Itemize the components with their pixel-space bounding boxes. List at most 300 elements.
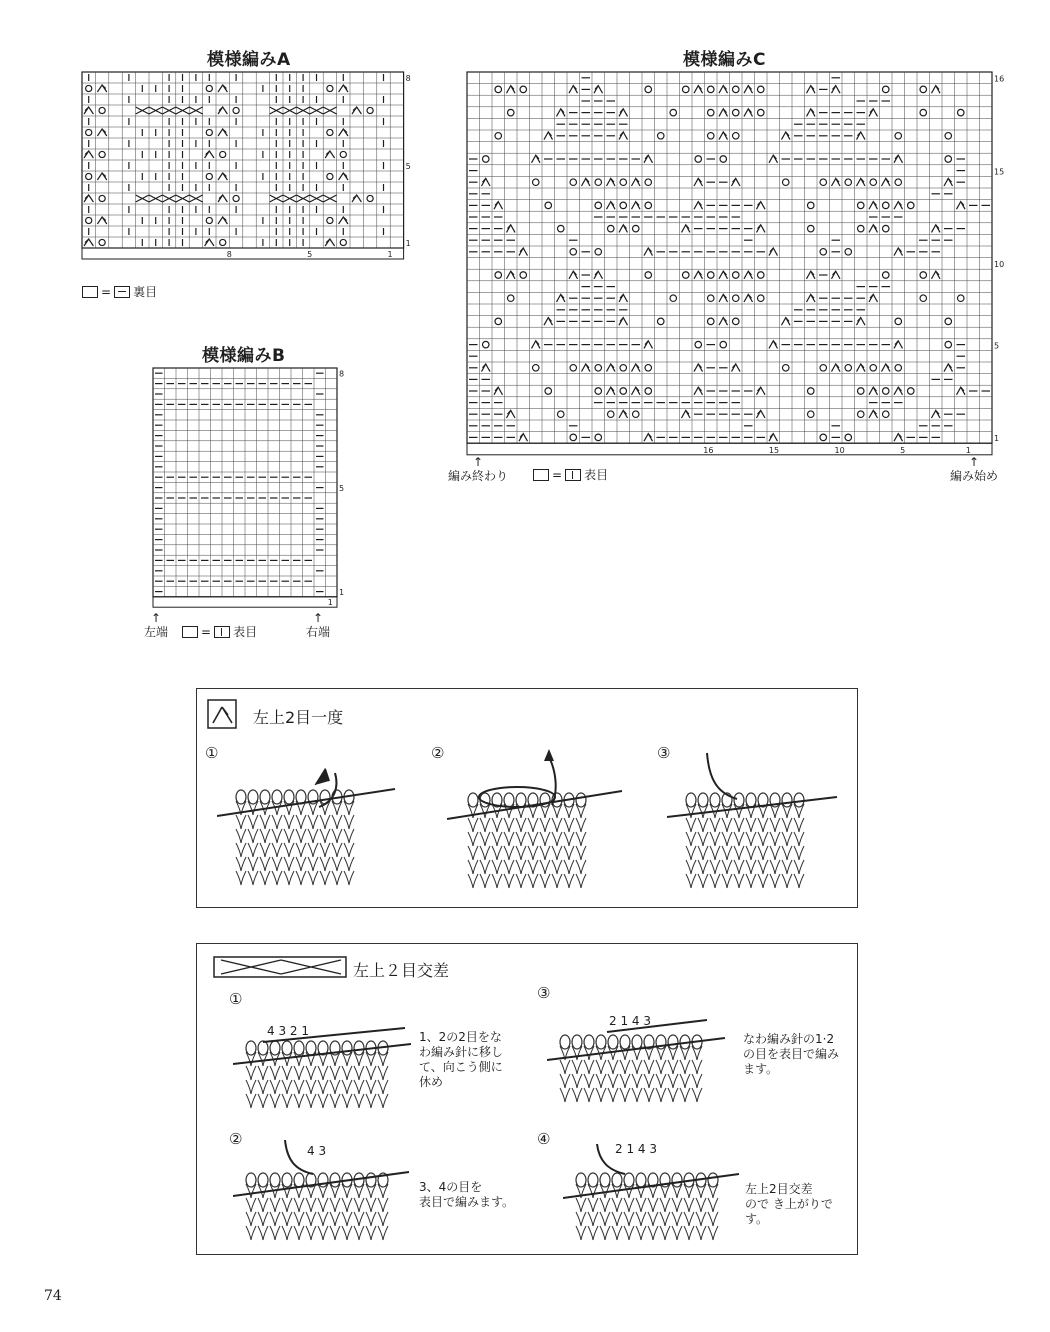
loop bbox=[270, 1173, 280, 1187]
k2tog-symbol bbox=[632, 364, 641, 372]
k2tog-symbol bbox=[682, 410, 691, 418]
ssk-symbol bbox=[894, 341, 903, 349]
cross-title: 左上２目交差 bbox=[353, 961, 450, 980]
yarn-over-symbol bbox=[820, 249, 826, 255]
yarn-over-symbol bbox=[858, 411, 864, 417]
yarn-over-symbol bbox=[733, 318, 739, 324]
knit-symbol-icon bbox=[565, 469, 581, 481]
yarn-over-symbol bbox=[595, 434, 601, 440]
ssk-symbol bbox=[732, 178, 741, 186]
yarn-over-symbol bbox=[733, 109, 739, 115]
yarn-over-symbol bbox=[545, 202, 551, 208]
loop bbox=[672, 1173, 682, 1187]
ssk-symbol bbox=[594, 271, 603, 279]
yarn-over-symbol bbox=[595, 202, 601, 208]
k2tog-panel bbox=[196, 688, 858, 908]
yarn-over-symbol bbox=[783, 179, 789, 185]
col-number: 1 bbox=[327, 598, 333, 608]
loop bbox=[584, 1035, 594, 1049]
k2tog-symbol bbox=[719, 109, 728, 117]
loop bbox=[366, 1173, 376, 1187]
k2tog-symbol bbox=[569, 86, 578, 94]
pattern-c-legend bbox=[533, 466, 608, 483]
k2tog-symbol bbox=[339, 129, 348, 136]
k2tog-symbol bbox=[957, 202, 966, 210]
yarn-over-symbol bbox=[708, 109, 714, 115]
yarn-over-symbol bbox=[858, 202, 864, 208]
chart-grid bbox=[153, 368, 337, 597]
k2tog-symbol bbox=[832, 364, 841, 372]
blank-cell-symbol bbox=[82, 286, 98, 298]
loop bbox=[354, 1041, 364, 1055]
yarn-over-symbol bbox=[645, 365, 651, 371]
k2tog-symbol bbox=[544, 318, 553, 326]
yarn-over-symbol bbox=[845, 365, 851, 371]
ssk-symbol bbox=[757, 202, 766, 210]
yarn-over-symbol bbox=[483, 156, 489, 162]
cross-symbol-icon bbox=[213, 956, 347, 978]
ssk-symbol bbox=[507, 410, 516, 418]
yarn-over-symbol bbox=[520, 272, 526, 278]
yarn-over-symbol bbox=[495, 133, 501, 139]
yarn-over-symbol bbox=[883, 272, 889, 278]
yarn-over-symbol bbox=[845, 249, 851, 255]
loop bbox=[306, 1041, 316, 1055]
yarn-over-symbol bbox=[206, 129, 212, 135]
yarn-over-symbol bbox=[670, 295, 676, 301]
ssk-symbol bbox=[84, 151, 93, 158]
loop bbox=[260, 790, 270, 804]
k2tog-symbol bbox=[532, 155, 541, 163]
loop bbox=[632, 1035, 642, 1049]
k2tog-symbol bbox=[607, 387, 616, 395]
k2tog-symbol bbox=[97, 173, 106, 180]
k2tog-symbol bbox=[744, 271, 753, 279]
k2tog-title: 左上2目一度 bbox=[253, 708, 344, 727]
k2tog-symbol bbox=[339, 217, 348, 224]
row-number: 16 bbox=[994, 74, 1005, 84]
k2tog-symbol bbox=[932, 410, 941, 418]
loop bbox=[294, 1041, 304, 1055]
loop bbox=[710, 793, 720, 807]
yarn-over-symbol bbox=[733, 295, 739, 301]
ssk-symbol bbox=[494, 202, 503, 210]
yarn-over-symbol bbox=[820, 179, 826, 185]
yarn-over-symbol bbox=[645, 272, 651, 278]
yarn-over-symbol bbox=[670, 109, 676, 115]
k2tog-step-1-number: ① bbox=[205, 744, 219, 762]
yarn-over-symbol bbox=[920, 86, 926, 92]
k2tog-symbol bbox=[807, 86, 816, 94]
k2tog-symbol bbox=[582, 364, 591, 372]
k2tog-symbol bbox=[619, 410, 628, 418]
yarn-over-symbol bbox=[845, 434, 851, 440]
cross-step-4-caption: 左上2目交差 ので き上がりで す。 bbox=[745, 1182, 833, 1226]
loop bbox=[516, 793, 526, 807]
k2tog-symbol bbox=[719, 86, 728, 94]
loop bbox=[746, 793, 756, 807]
k2tog-symbol bbox=[694, 178, 703, 186]
yarn-over-symbol bbox=[895, 318, 901, 324]
yarn-over-symbol bbox=[327, 217, 333, 223]
yarn-over-symbol bbox=[920, 272, 926, 278]
yarn-over-symbol bbox=[895, 179, 901, 185]
k2tog-symbol bbox=[557, 294, 566, 302]
yarn-over-symbol bbox=[633, 411, 639, 417]
loop bbox=[620, 1035, 630, 1049]
yarn-over-symbol bbox=[340, 151, 346, 157]
k2tog-symbol bbox=[507, 271, 516, 279]
yarn-over-symbol bbox=[367, 107, 373, 113]
k2tog-symbol bbox=[882, 178, 891, 186]
loop bbox=[596, 1035, 606, 1049]
k2tog-symbol bbox=[607, 178, 616, 186]
k2tog-symbol bbox=[97, 129, 106, 136]
col-number: 16 bbox=[703, 445, 714, 455]
pattern-b-title: 模様編みB bbox=[202, 346, 286, 366]
yarn-over-symbol bbox=[570, 434, 576, 440]
ssk-symbol bbox=[732, 364, 741, 372]
yarn-over-symbol bbox=[86, 173, 92, 179]
yarn-over-symbol bbox=[895, 365, 901, 371]
yarn-over-symbol bbox=[645, 202, 651, 208]
k2tog-symbol bbox=[869, 225, 878, 233]
k2tog-symbol bbox=[582, 178, 591, 186]
loop bbox=[576, 1173, 586, 1187]
purl-symbol-icon bbox=[114, 286, 130, 298]
yarn-over-symbol bbox=[570, 179, 576, 185]
row-number: 1 bbox=[339, 587, 345, 597]
loop bbox=[282, 1173, 292, 1187]
yarn-over-symbol bbox=[645, 388, 651, 394]
cross-symbol bbox=[310, 107, 323, 114]
page-number: 74 bbox=[44, 1288, 62, 1304]
col-number: 8 bbox=[226, 250, 232, 259]
k2tog-symbol bbox=[957, 387, 966, 395]
loop bbox=[698, 793, 708, 807]
loop bbox=[270, 1041, 280, 1055]
ssk-symbol bbox=[832, 271, 841, 279]
cross-symbol bbox=[270, 107, 283, 114]
yarn-over-symbol bbox=[495, 272, 501, 278]
yarn-over-symbol bbox=[908, 202, 914, 208]
loop bbox=[272, 790, 282, 804]
k2tog-symbol bbox=[869, 387, 878, 395]
yarn-over-symbol bbox=[945, 133, 951, 139]
yarn-over-symbol bbox=[808, 225, 814, 231]
loop bbox=[624, 1173, 634, 1187]
yarn-over-symbol bbox=[945, 341, 951, 347]
pattern-c-title: 模様編みC bbox=[683, 50, 766, 70]
number-row bbox=[467, 443, 992, 455]
loop bbox=[294, 1173, 304, 1187]
knit-swatch bbox=[246, 1041, 388, 1108]
row-number: 15 bbox=[994, 167, 1005, 177]
yarn-over-symbol bbox=[608, 411, 614, 417]
yarn-over-symbol bbox=[945, 156, 951, 162]
k2tog-symbol bbox=[932, 86, 941, 94]
yarn-over-symbol bbox=[570, 365, 576, 371]
cross-panel bbox=[196, 943, 858, 1255]
k2tog-symbol bbox=[557, 109, 566, 117]
loop bbox=[708, 1173, 718, 1187]
k2tog-symbol bbox=[869, 202, 878, 210]
row-number: 1 bbox=[405, 239, 411, 248]
yarn-over-symbol bbox=[695, 341, 701, 347]
k2tog-symbol bbox=[339, 173, 348, 180]
loop bbox=[468, 793, 478, 807]
yarn-over-symbol bbox=[620, 365, 626, 371]
yarn-over-symbol bbox=[908, 388, 914, 394]
yarn-over-symbol bbox=[558, 411, 564, 417]
ssk-symbol bbox=[769, 434, 778, 442]
yarn-over-symbol bbox=[86, 217, 92, 223]
loop bbox=[734, 793, 744, 807]
k2tog-symbol bbox=[782, 318, 791, 326]
yarn-over-symbol bbox=[233, 107, 239, 113]
yarn-over-symbol bbox=[545, 388, 551, 394]
k2tog-symbol bbox=[744, 294, 753, 302]
k2tog-symbol bbox=[857, 364, 866, 372]
col-number: 10 bbox=[834, 445, 845, 455]
yarn-over-symbol bbox=[86, 85, 92, 91]
k2tog-step-2-number: ② bbox=[431, 744, 445, 762]
yarn-over-symbol bbox=[595, 388, 601, 394]
start-label: ↑ 編み始め bbox=[950, 455, 999, 483]
k2tog-symbol bbox=[218, 173, 227, 180]
ssk-symbol bbox=[619, 109, 628, 117]
col-number: 5 bbox=[307, 250, 313, 259]
yarn-over-symbol bbox=[808, 388, 814, 394]
knit-swatch bbox=[576, 1173, 718, 1240]
cross-step-2-labels: 4 3 bbox=[307, 1144, 327, 1158]
loop bbox=[504, 793, 514, 807]
pattern-a-title: 模様編みA bbox=[207, 50, 291, 70]
cross-symbol bbox=[149, 107, 162, 114]
cross-symbol bbox=[149, 195, 162, 202]
loop bbox=[636, 1173, 646, 1187]
yarn-over-symbol bbox=[945, 318, 951, 324]
cross-symbol bbox=[176, 195, 189, 202]
yarn-over-symbol bbox=[708, 86, 714, 92]
yarn-over-symbol bbox=[645, 86, 651, 92]
cross-symbol bbox=[310, 195, 323, 202]
k2tog-symbol bbox=[607, 364, 616, 372]
ssk-symbol bbox=[757, 387, 766, 395]
yarn-over-symbol bbox=[820, 434, 826, 440]
yarn-over-symbol bbox=[858, 225, 864, 231]
k2tog-symbol-icon bbox=[207, 699, 237, 729]
row-number: 5 bbox=[405, 162, 411, 171]
yarn-over-symbol bbox=[808, 202, 814, 208]
k2tog-symbol bbox=[218, 129, 227, 136]
blank-cell-symbol bbox=[182, 626, 198, 638]
legend-label: 裏目 bbox=[133, 285, 158, 299]
cross-step-3-caption: なわ編み針の1·2 の目を表目で編み ます。 bbox=[743, 1032, 840, 1076]
cross-step-4-labels: 2 1 4 3 bbox=[615, 1142, 657, 1156]
k2tog-symbol bbox=[719, 132, 728, 140]
cross-symbol bbox=[136, 195, 149, 202]
yarn-over-symbol bbox=[483, 341, 489, 347]
k2tog-symbol bbox=[218, 217, 227, 224]
ssk-symbol bbox=[519, 248, 528, 256]
cross-step-1-labels: 4 3 2 1 bbox=[267, 1024, 309, 1038]
loop bbox=[612, 1173, 622, 1187]
cross-symbol bbox=[323, 107, 336, 114]
yarn-over-symbol bbox=[758, 109, 764, 115]
loop bbox=[282, 1041, 292, 1055]
ssk-symbol bbox=[619, 294, 628, 302]
ssk-symbol bbox=[482, 178, 491, 186]
k2tog-symbol bbox=[944, 178, 953, 186]
yarn-over-symbol bbox=[845, 179, 851, 185]
yarn-over-symbol bbox=[758, 86, 764, 92]
left-end-label: ↑ 左端 bbox=[144, 611, 169, 639]
k2tog-symbol bbox=[682, 225, 691, 233]
k2tog-symbol bbox=[694, 86, 703, 94]
loop bbox=[284, 790, 294, 804]
k2tog-symbol bbox=[894, 434, 903, 442]
yarn-over-symbol bbox=[595, 365, 601, 371]
loop bbox=[342, 1041, 352, 1055]
ssk-symbol bbox=[619, 132, 628, 140]
loop bbox=[572, 1035, 582, 1049]
cross-step-3-labels: 2 1 4 3 bbox=[609, 1014, 651, 1028]
cross-step-4-number: ④ bbox=[537, 1130, 551, 1148]
yarn-over-symbol bbox=[206, 173, 212, 179]
ssk-symbol bbox=[757, 225, 766, 233]
ssk-symbol bbox=[769, 248, 778, 256]
yarn-over-symbol bbox=[99, 195, 105, 201]
k2tog-symbol bbox=[644, 248, 653, 256]
yarn-over-symbol bbox=[495, 86, 501, 92]
loop bbox=[246, 1173, 256, 1187]
loop bbox=[600, 1173, 610, 1187]
k2tog-step-3-illustration bbox=[667, 749, 847, 899]
yarn-over-symbol bbox=[206, 85, 212, 91]
pattern-c-chart bbox=[467, 72, 1005, 462]
loop bbox=[258, 1173, 268, 1187]
ssk-symbol bbox=[325, 239, 334, 246]
col-number: 1 bbox=[387, 250, 393, 259]
yarn-over-symbol bbox=[858, 388, 864, 394]
cross-symbol bbox=[296, 107, 309, 114]
yarn-over-symbol bbox=[720, 156, 726, 162]
right-end-label: ↑ 右端 bbox=[306, 611, 331, 639]
yarn-over-symbol bbox=[495, 318, 501, 324]
ssk-symbol bbox=[619, 318, 628, 326]
col-number: 15 bbox=[768, 445, 780, 455]
ssk-symbol bbox=[594, 86, 603, 94]
yarn-over-symbol bbox=[658, 133, 664, 139]
yarn-over-symbol bbox=[870, 179, 876, 185]
loop bbox=[608, 1035, 618, 1049]
k2tog-symbol bbox=[544, 132, 553, 140]
yarn-over-symbol bbox=[508, 295, 514, 301]
yarn-over-symbol bbox=[708, 133, 714, 139]
yarn-over-symbol bbox=[220, 151, 226, 157]
ssk-symbol bbox=[644, 155, 653, 163]
number-row bbox=[153, 597, 337, 607]
ssk-symbol bbox=[84, 195, 93, 202]
yarn-over-symbol bbox=[620, 179, 626, 185]
yarn-over-symbol bbox=[533, 365, 539, 371]
k2tog-symbol bbox=[769, 155, 778, 163]
yarn-over-symbol bbox=[808, 411, 814, 417]
yarn-over-symbol bbox=[783, 365, 789, 371]
yarn-over-symbol bbox=[758, 295, 764, 301]
ssk-symbol bbox=[325, 151, 334, 158]
k2tog-symbol bbox=[632, 202, 641, 210]
legend-eq: = bbox=[101, 284, 112, 299]
k2tog-symbol bbox=[894, 248, 903, 256]
col-number: 1 bbox=[965, 445, 971, 455]
loop bbox=[246, 1041, 256, 1055]
ssk-symbol bbox=[869, 294, 878, 302]
yarn-over-symbol bbox=[327, 85, 333, 91]
yarn-over-symbol bbox=[620, 202, 626, 208]
ssk-symbol bbox=[205, 151, 214, 158]
cross-step-3-number: ③ bbox=[537, 984, 551, 1002]
k2tog-symbol bbox=[932, 271, 941, 279]
ssk-symbol bbox=[757, 410, 766, 418]
ssk-symbol bbox=[482, 364, 491, 372]
k2tog-symbol bbox=[932, 225, 941, 233]
yarn-over-symbol bbox=[206, 217, 212, 223]
ssk-symbol bbox=[352, 107, 361, 114]
yarn-over-symbol bbox=[595, 179, 601, 185]
knit-swatch bbox=[560, 1035, 702, 1102]
ssk-symbol bbox=[869, 109, 878, 117]
cross-symbol bbox=[189, 107, 202, 114]
legend-label: 表目 bbox=[584, 468, 609, 482]
k2tog-symbol bbox=[694, 387, 703, 395]
cross-symbol bbox=[136, 107, 149, 114]
loop bbox=[782, 793, 792, 807]
cross-step-4-illustration bbox=[563, 1140, 743, 1250]
row-number: 8 bbox=[405, 74, 411, 83]
legend-eq: = bbox=[552, 467, 563, 482]
k2tog-symbol bbox=[694, 202, 703, 210]
yarn-over-symbol bbox=[570, 249, 576, 255]
row-number: 5 bbox=[994, 341, 1000, 351]
k2tog-symbol bbox=[694, 271, 703, 279]
cross-symbol bbox=[162, 107, 175, 114]
loop bbox=[686, 793, 696, 807]
knit-swatch bbox=[246, 1173, 388, 1240]
yarn-over-symbol bbox=[327, 129, 333, 135]
yarn-over-symbol bbox=[508, 109, 514, 115]
k2tog-symbol bbox=[894, 387, 903, 395]
k2tog-symbol bbox=[97, 217, 106, 224]
k2tog-symbol bbox=[569, 271, 578, 279]
yarn-over-symbol bbox=[367, 195, 373, 201]
pattern-a-chart bbox=[82, 72, 412, 272]
k2tog-symbol bbox=[782, 132, 791, 140]
yarn-over-symbol bbox=[620, 388, 626, 394]
yarn-over-symbol bbox=[340, 239, 346, 245]
cross-step-1-caption: 1、2の2目をな わ編み針に移し て、向こう側に 休め bbox=[419, 1030, 504, 1089]
k2tog-symbol bbox=[532, 341, 541, 349]
loop bbox=[576, 793, 586, 807]
ssk-symbol bbox=[494, 387, 503, 395]
cross-symbol bbox=[283, 107, 296, 114]
cross-step-1-number: ① bbox=[229, 990, 243, 1008]
cross-step-2-caption: 3、4の目を 表目で編みます。 bbox=[419, 1180, 515, 1209]
cross-step-2-number: ② bbox=[229, 1130, 243, 1148]
yarn-over-symbol bbox=[533, 179, 539, 185]
k2tog-symbol bbox=[807, 294, 816, 302]
